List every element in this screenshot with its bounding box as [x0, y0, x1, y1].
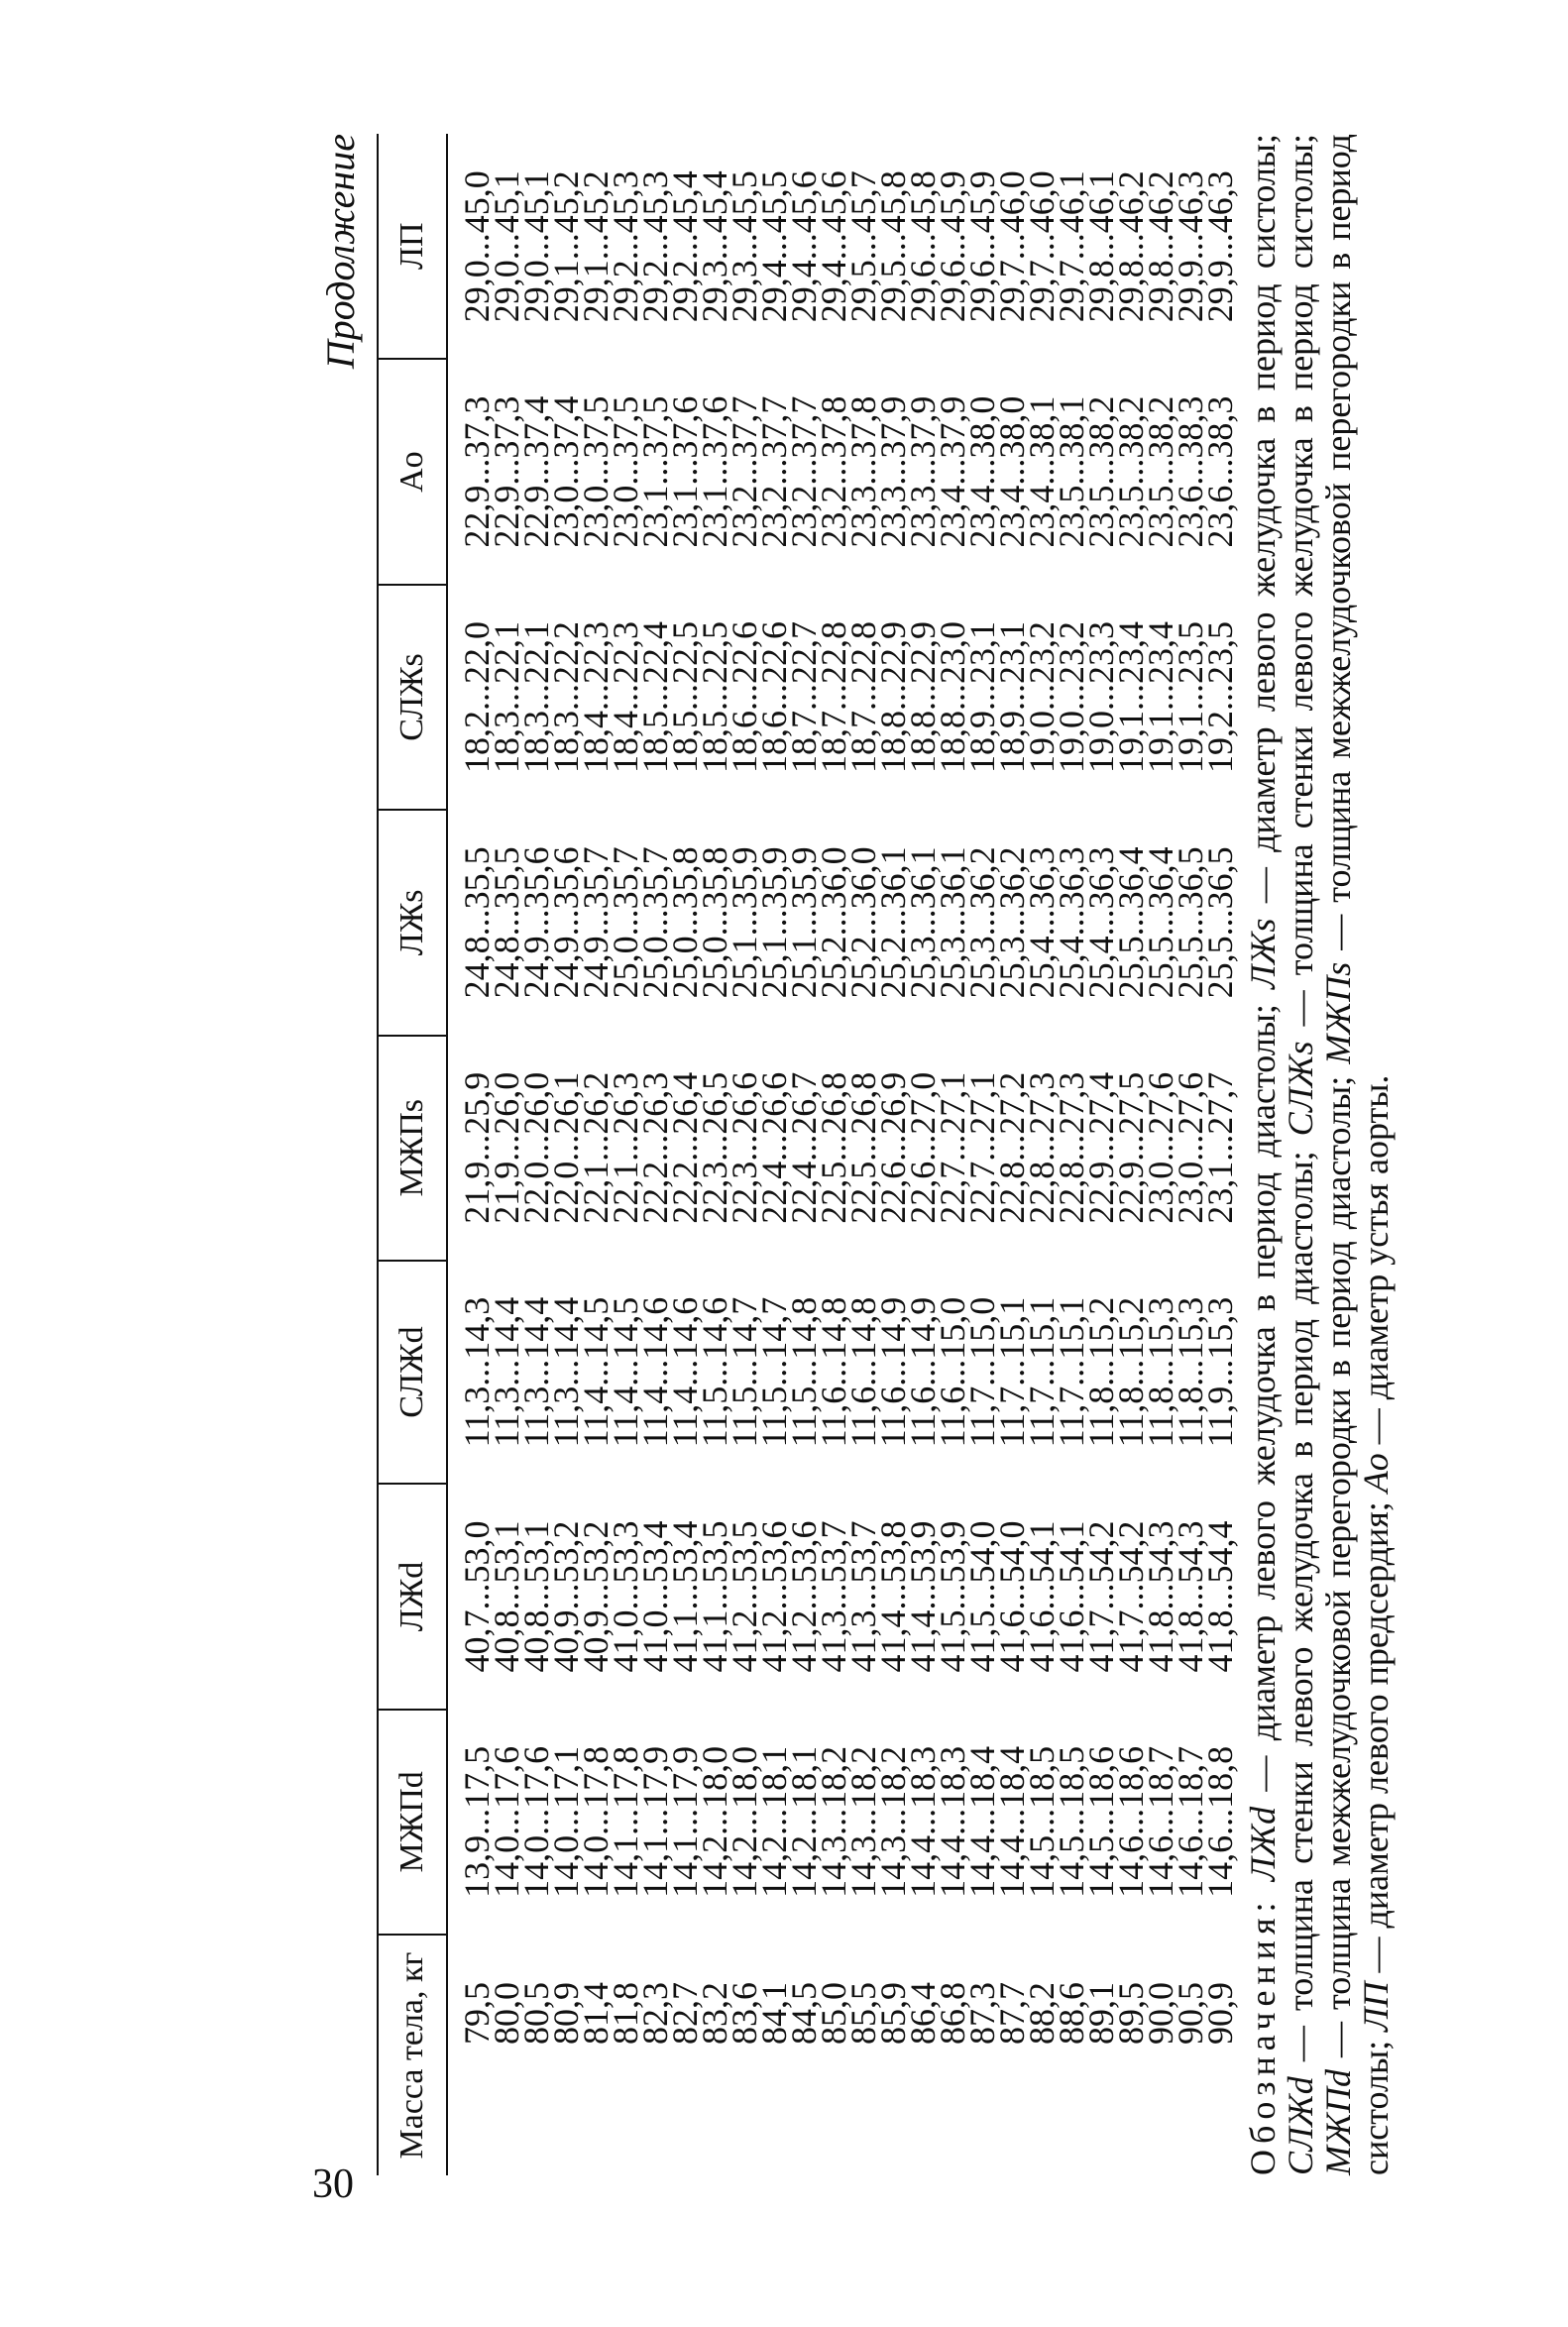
table-cell: 11,5...14,7 — [725, 1296, 764, 1448]
table-cell: 41,7...54,2 — [1081, 1520, 1121, 1673]
table-cell: 23,4...37,9 — [933, 395, 972, 548]
table-cell: 82,7 — [665, 1982, 705, 2045]
table-cell: 19,1...23,4 — [1111, 621, 1151, 773]
table-cell: 23,4...38,0 — [992, 395, 1032, 548]
table-cell: 22,8...27,3 — [1022, 1071, 1062, 1224]
note-abbreviation: СЛЖs — [1281, 1041, 1320, 1137]
table-cell: 29,9...46,3 — [1171, 170, 1210, 323]
table-cell: 29,5...45,7 — [843, 170, 883, 323]
table-cell: 41,8...54,3 — [1171, 1520, 1210, 1673]
table-cell: 11,7...15,1 — [992, 1296, 1032, 1448]
table-cell: 14,5...18,5 — [1022, 1745, 1062, 1898]
table-cell: 11,3...14,4 — [546, 1296, 586, 1448]
table-cell: 25,3...36,1 — [903, 846, 943, 999]
table-cell: 24,9...35,6 — [516, 846, 556, 999]
table-cell: 84,1 — [754, 1982, 794, 2045]
table-cell: 29,4...45,5 — [754, 170, 794, 323]
table-cell: 18,7...22,8 — [843, 621, 883, 773]
table-cell: 14,4...18,3 — [933, 1745, 972, 1898]
note-abbreviation: МЖПd — [1318, 2069, 1358, 2175]
table-cell: 11,4...14,6 — [665, 1296, 705, 1448]
note-definition: — диаметр левого желудочка в период диастолы; — [1243, 988, 1283, 1807]
table-cell: 22,9...37,4 — [516, 395, 556, 548]
page-number: 30 — [312, 2161, 354, 2207]
table-cell: 85,9 — [873, 1982, 913, 2045]
table-cell: 14,2...18,1 — [784, 1745, 824, 1898]
table-cell: 11,7...15,0 — [962, 1296, 1002, 1448]
table-cell: 23,0...37,5 — [606, 395, 645, 548]
table-cell: 25,3...36,1 — [933, 846, 972, 999]
table-cell: 23,0...37,5 — [576, 395, 616, 548]
table-cell: 22,0...26,0 — [516, 1071, 556, 1224]
table-cell: 29,2...45,4 — [665, 170, 705, 323]
table-cell: 11,4...14,5 — [576, 1296, 616, 1448]
table-cell: 41,0...53,4 — [635, 1520, 675, 1673]
table-cell: 24,9...35,6 — [546, 846, 586, 999]
table-cell: 14,1...17,8 — [606, 1745, 645, 1898]
table-cell: 79,5 — [457, 1982, 497, 2045]
note-definition: — диаметр устья аорты. — [1356, 1074, 1396, 1454]
table-cell: 29,4...45,6 — [814, 170, 853, 323]
table-cell: 89,1 — [1081, 1982, 1121, 2045]
header-ao: Ao — [378, 359, 447, 584]
table-cell: 41,1...53,4 — [665, 1520, 705, 1673]
table-cell: 23,0...27,6 — [1141, 1071, 1180, 1224]
notes-label: Обозначения: — [1243, 1896, 1283, 2175]
note-abbreviation: Ao — [1356, 1453, 1396, 1494]
table-cell: 14,5...18,6 — [1081, 1745, 1121, 1898]
table-cell: 14,2...18,0 — [695, 1745, 734, 1898]
table-cell: 22,5...26,8 — [843, 1071, 883, 1224]
table-cell: 24,8...35,5 — [487, 846, 526, 999]
table-cell: 19,0...23,3 — [1081, 621, 1121, 773]
header-lzhd: ЛЖd — [378, 1484, 447, 1709]
table-cell: 29,3...45,5 — [725, 170, 764, 323]
table-cell: 14,3...18,2 — [814, 1745, 853, 1898]
table-cell: 29,6...45,8 — [903, 170, 943, 323]
table-cell: 29,1...45,2 — [576, 170, 616, 323]
note-abbreviation: ЛЖs — [1243, 918, 1283, 989]
table-cell: 29,6...45,9 — [962, 170, 1002, 323]
note-definition: — толщина межжелудочковой перегородки в период систолы; — [1318, 134, 1396, 2175]
table-cell: 25,5...36,4 — [1141, 846, 1180, 999]
table-cell: 13,9...17,5 — [457, 1745, 497, 1898]
table-cell: 11,5...14,6 — [695, 1296, 734, 1448]
table-cell: 11,8...15,2 — [1111, 1296, 1151, 1448]
table-cell: 14,6...18,7 — [1171, 1745, 1210, 1898]
table-cell: 22,9...27,4 — [1081, 1071, 1121, 1224]
table-cell: 29,9...46,3 — [1200, 170, 1240, 323]
table-cell: 14,5...18,5 — [1052, 1745, 1091, 1898]
table-cell: 22,1...26,3 — [606, 1071, 645, 1224]
table-cell: 41,3...53,7 — [814, 1520, 853, 1673]
table-cell: 83,6 — [725, 1982, 764, 2045]
table-cell: 11,7...15,1 — [1022, 1296, 1062, 1448]
table-cell: 22,6...27,0 — [903, 1071, 943, 1224]
table-cell: 41,8...54,3 — [1141, 1520, 1180, 1673]
table-cell: 41,5...53,9 — [933, 1520, 972, 1673]
table-cell: 11,6...14,8 — [843, 1296, 883, 1448]
table-cell: 29,0...45,0 — [457, 170, 497, 323]
table-cell: 11,6...14,9 — [873, 1296, 913, 1448]
table-body — [447, 134, 1240, 2175]
table-cell: 22,3...26,5 — [695, 1071, 734, 1224]
header-lp: ЛП — [378, 134, 447, 359]
table-cell: 18,9...23,1 — [962, 621, 1002, 773]
table-cell: 41,1...53,5 — [695, 1520, 734, 1673]
table-cell: 23,3...37,9 — [903, 395, 943, 548]
table-cell: 40,7...53,0 — [457, 1520, 497, 1673]
table-cell: 85,0 — [814, 1982, 853, 2045]
table-header-row — [378, 134, 447, 2175]
table-cell: 29,3...45,4 — [695, 170, 734, 323]
table-cell: 22,9...27,5 — [1111, 1071, 1151, 1224]
table-cell: 29,7...46,0 — [1022, 170, 1062, 323]
table-cell: 18,7...22,7 — [784, 621, 824, 773]
header-slzhd: СЛЖd — [378, 1261, 447, 1484]
table-cell: 18,9...23,1 — [992, 621, 1032, 773]
table-cell: 19,2...23,5 — [1200, 621, 1240, 773]
table-cell: 11,6...14,8 — [814, 1296, 853, 1448]
table-cell: 25,5...36,4 — [1111, 846, 1151, 999]
table-cell: 41,7...54,2 — [1111, 1520, 1151, 1673]
table-cell: 88,6 — [1052, 1982, 1091, 2045]
table-cell: 18,3...22,2 — [546, 621, 586, 773]
table-cell: 29,4...45,6 — [784, 170, 824, 323]
table-cell: 25,3...36,2 — [992, 846, 1032, 999]
table-cell: 90,9 — [1200, 1982, 1240, 2045]
table-cell: 23,2...37,7 — [754, 395, 794, 548]
table-cell: 22,6...26,9 — [873, 1071, 913, 1224]
table-cell: 22,9...37,3 — [457, 395, 497, 548]
table-cell: 25,1...35,9 — [784, 846, 824, 999]
table-cell: 41,8...54,4 — [1200, 1520, 1240, 1673]
table-cell: 25,4...36,3 — [1081, 846, 1121, 999]
note-abbreviation: СЛЖd — [1281, 2076, 1320, 2175]
table-cell: 14,6...18,8 — [1200, 1745, 1240, 1898]
table-cell: 11,4...14,6 — [635, 1296, 675, 1448]
table-cell: 87,7 — [992, 1982, 1032, 2045]
table-cell: 11,6...15,0 — [933, 1296, 972, 1448]
table-cell: 18,2...22,0 — [457, 621, 497, 773]
table-cell: 14,1...17,9 — [665, 1745, 705, 1898]
table-cell: 41,2...53,5 — [725, 1520, 764, 1673]
table-cell: 86,8 — [933, 1982, 972, 2045]
table-row — [1205, 134, 1235, 2175]
table-cell: 11,5...14,8 — [784, 1296, 824, 1448]
table-cell: 24,8...35,5 — [457, 846, 497, 999]
table-cell: 21,9...25,9 — [457, 1071, 497, 1224]
table-cell: 19,0...23,2 — [1052, 621, 1091, 773]
table-cell: 83,2 — [695, 1982, 734, 2045]
notes-paragraph — [1244, 134, 1395, 2175]
measurements-table — [377, 134, 1240, 2175]
table-cell: 86,4 — [903, 1982, 943, 2045]
table-cell: 23,6...38,3 — [1200, 395, 1240, 548]
header-slzhs: СЛЖs — [378, 585, 447, 810]
table-cell: 25,0...35,8 — [665, 846, 705, 999]
table-cell: 11,3...14,4 — [487, 1296, 526, 1448]
table-cell: 23,5...38,2 — [1081, 395, 1121, 548]
table-cell: 23,3...37,9 — [873, 395, 913, 548]
table-cell: 25,0...35,7 — [606, 846, 645, 999]
table-cell: 25,4...36,3 — [1052, 846, 1091, 999]
header-lzhs: ЛЖs — [378, 810, 447, 1035]
note-abbreviation: МЖПs — [1318, 961, 1358, 1064]
table-cell: 29,2...45,3 — [606, 170, 645, 323]
table-cell: 18,8...22,9 — [873, 621, 913, 773]
table-cell: 41,4...53,9 — [903, 1520, 943, 1673]
table-cell: 23,4...38,0 — [962, 395, 1002, 548]
table-cell: 22,7...27,1 — [962, 1071, 1002, 1224]
table-cell: 24,9...35,7 — [576, 846, 616, 999]
table-cell: 88,2 — [1022, 1982, 1062, 2045]
continuation-label: Продолжение — [318, 134, 363, 370]
table-cell: 29,8...46,2 — [1111, 170, 1151, 323]
header-body-mass: Масса тела, кг — [378, 1935, 447, 2175]
table-row — [447, 134, 492, 2175]
table-cell: 19,1...23,4 — [1141, 621, 1180, 773]
table-cell: 23,1...37,6 — [695, 395, 734, 548]
table-cell: 40,9...53,2 — [576, 1520, 616, 1673]
table-cell: 18,6...22,6 — [754, 621, 794, 773]
table-cell: 29,8...46,2 — [1141, 170, 1180, 323]
table-cell: 25,5...36,5 — [1171, 846, 1210, 999]
table-cell: 11,8...15,3 — [1171, 1296, 1210, 1448]
note-definition: — толщина межжелудочковой перегородки в период диастолы; — [1318, 1063, 1358, 2070]
table-cell: 87,3 — [962, 1982, 1002, 2045]
table-cell: 22,8...27,3 — [1052, 1071, 1091, 1224]
table-cell: 25,0...35,7 — [635, 846, 675, 999]
table-cell: 25,5...36,5 — [1200, 846, 1240, 999]
table-cell: 11,5...14,7 — [754, 1296, 794, 1448]
table-cell: 29,2...45,3 — [635, 170, 675, 323]
table-cell: 14,0...17,6 — [487, 1745, 526, 1898]
header-mzhps: МЖПs — [378, 1036, 447, 1261]
table-cell: 40,8...53,1 — [516, 1520, 556, 1673]
table-cell: 22,7...27,1 — [933, 1071, 972, 1224]
table-cell: 84,5 — [784, 1982, 824, 2045]
table-cell: 14,4...18,4 — [992, 1745, 1032, 1898]
table-cell: 23,5...38,2 — [1111, 395, 1151, 548]
table-cell: 23,2...37,7 — [725, 395, 764, 548]
table-cell: 85,5 — [843, 1982, 883, 2045]
table-cell: 41,2...53,6 — [784, 1520, 824, 1673]
note-definition: — толщина стенки левого желудочка в период диастолы; — [1281, 1136, 1320, 2077]
table-cell: 25,3...36,2 — [962, 846, 1002, 999]
table-cell: 18,8...22,9 — [903, 621, 943, 773]
table-cell: 80,0 — [487, 1982, 526, 2045]
table-cell: 18,5...22,4 — [635, 621, 675, 773]
table-cell: 29,5...45,8 — [873, 170, 913, 323]
table-cell: 23,2...37,8 — [814, 395, 853, 548]
table-cell: 23,5...38,1 — [1052, 395, 1091, 548]
table-cell: 25,4...36,3 — [1022, 846, 1062, 999]
table-cell: 29,8...46,1 — [1081, 170, 1121, 323]
table-cell: 41,0...53,3 — [606, 1520, 645, 1673]
table-cell: 29,7...46,1 — [1052, 170, 1091, 323]
table-cell: 29,1...45,2 — [546, 170, 586, 323]
table-cell: 14,4...18,4 — [962, 1745, 1002, 1898]
table-cell: 80,5 — [516, 1982, 556, 2045]
header-mzhpd: МЖПd — [378, 1710, 447, 1935]
table-cell: 18,4...22,3 — [606, 621, 645, 773]
table-cell: 41,6...54,1 — [1022, 1520, 1062, 1673]
table-cell: 23,1...37,5 — [635, 395, 675, 548]
table-cell: 23,2...37,7 — [784, 395, 824, 548]
table-cell: 41,6...54,0 — [992, 1520, 1032, 1673]
table-cell: 14,1...17,9 — [635, 1745, 675, 1898]
table-cell: 22,1...26,2 — [576, 1071, 616, 1224]
table-cell: 22,5...26,8 — [814, 1071, 853, 1224]
table-cell: 22,8...27,2 — [992, 1071, 1032, 1224]
table-cell: 14,0...17,8 — [576, 1745, 616, 1898]
note-definition: — диаметр левого предсердия; — [1356, 1493, 1396, 1982]
table-cell: 11,6...14,9 — [903, 1296, 943, 1448]
table-cell: 11,7...15,1 — [1052, 1296, 1091, 1448]
table-cell: 23,5...38,2 — [1141, 395, 1180, 548]
table-cell: 11,4...14,5 — [606, 1296, 645, 1448]
notes-entries — [1243, 134, 1396, 2175]
table-cell: 41,2...53,6 — [754, 1520, 794, 1673]
table-cell: 82,3 — [635, 1982, 675, 2045]
table-cell: 23,4...38,1 — [1022, 395, 1062, 548]
table-cell: 29,0...45,1 — [487, 170, 526, 323]
table-cell: 41,6...54,1 — [1052, 1520, 1091, 1673]
table-cell: 18,8...23,0 — [933, 621, 972, 773]
table-cell: 22,4...26,7 — [784, 1071, 824, 1224]
table-cell: 14,0...17,6 — [516, 1745, 556, 1898]
table-cell: 18,7...22,8 — [814, 621, 853, 773]
table-cell: 23,0...37,4 — [546, 395, 586, 548]
table-cell: 22,2...26,4 — [665, 1071, 705, 1224]
table-cell: 14,2...18,0 — [725, 1745, 764, 1898]
note-definition: — толщина стенки левого желудочка в период систолы; — [1281, 134, 1320, 1042]
table-cell: 41,4...53,8 — [873, 1520, 913, 1673]
table-cell: 29,7...46,0 — [992, 170, 1032, 323]
table-cell: 11,3...14,4 — [516, 1296, 556, 1448]
table-cell: 23,1...27,7 — [1200, 1071, 1240, 1224]
note-abbreviation: ЛП — [1356, 1981, 1396, 2032]
table-cell: 25,2...36,0 — [814, 846, 853, 999]
table-cell: 25,2...36,0 — [843, 846, 883, 999]
table-cell: 22,2...26,3 — [635, 1071, 675, 1224]
table-cell: 19,0...23,2 — [1022, 621, 1062, 773]
table-cell: 14,0...17,1 — [546, 1745, 586, 1898]
table-cell: 11,9...15,3 — [1200, 1296, 1240, 1448]
table-cell: 89,5 — [1111, 1982, 1151, 2045]
table-cell: 14,2...18,1 — [754, 1745, 794, 1898]
table-cell: 22,0...26,1 — [546, 1071, 586, 1224]
table-cell: 14,6...18,6 — [1111, 1745, 1151, 1898]
table-cell: 23,6...38,3 — [1171, 395, 1210, 548]
table-cell: 25,1...35,9 — [725, 846, 764, 999]
table-cell: 80,9 — [546, 1982, 586, 2045]
table-cell: 18,5...22,5 — [665, 621, 705, 773]
table-cell: 22,9...37,3 — [487, 395, 526, 548]
table-cell: 22,4...26,6 — [754, 1071, 794, 1224]
table-cell: 29,6...45,9 — [933, 170, 972, 323]
table-cell: 14,6...18,7 — [1141, 1745, 1180, 1898]
table-cell: 11,8...15,3 — [1141, 1296, 1180, 1448]
table-cell: 18,3...22,1 — [487, 621, 526, 773]
table-cell: 14,4...18,3 — [903, 1745, 943, 1898]
table-cell: 29,0...45,1 — [516, 170, 556, 323]
table-cell: 14,3...18,2 — [873, 1745, 913, 1898]
table-cell: 18,4...22,3 — [576, 621, 616, 773]
table-cell: 90,5 — [1171, 1982, 1210, 2045]
table-cell: 25,1...35,9 — [754, 846, 794, 999]
table-cell: 90,0 — [1141, 1982, 1180, 2045]
table-cell: 18,5...22,5 — [695, 621, 734, 773]
table-cell: 81,8 — [606, 1982, 645, 2045]
table-cell: 41,5...54,0 — [962, 1520, 1002, 1673]
table-cell: 41,3...53,7 — [843, 1520, 883, 1673]
table-cell: 25,2...36,1 — [873, 846, 913, 999]
table-cell: 21,9...26,0 — [487, 1071, 526, 1224]
table-cell: 25,0...35,8 — [695, 846, 734, 999]
table-cell: 81,4 — [576, 1982, 616, 2045]
rotated-content — [317, 134, 1536, 2175]
table-cell: 22,3...26,6 — [725, 1071, 764, 1224]
table-cell: 11,8...15,2 — [1081, 1296, 1121, 1448]
table-cell: 23,0...27,6 — [1171, 1071, 1210, 1224]
table-cell: 40,9...53,2 — [546, 1520, 586, 1673]
table-cell: 18,3...22,1 — [516, 621, 556, 773]
table-cell: 18,6...22,6 — [725, 621, 764, 773]
note-abbreviation: ЛЖd — [1243, 1806, 1283, 1882]
table-cell: 40,8...53,1 — [487, 1520, 526, 1673]
table-cell: 14,3...18,2 — [843, 1745, 883, 1898]
table-cell: 23,1...37,6 — [665, 395, 705, 548]
note-definition: — диаметр левого желудочка в период систолы; — [1243, 134, 1283, 919]
table-cell: 19,1...23,5 — [1171, 621, 1210, 773]
table-cell: 11,3...14,3 — [457, 1296, 497, 1448]
table-cell: 23,3...37,8 — [843, 395, 883, 548]
